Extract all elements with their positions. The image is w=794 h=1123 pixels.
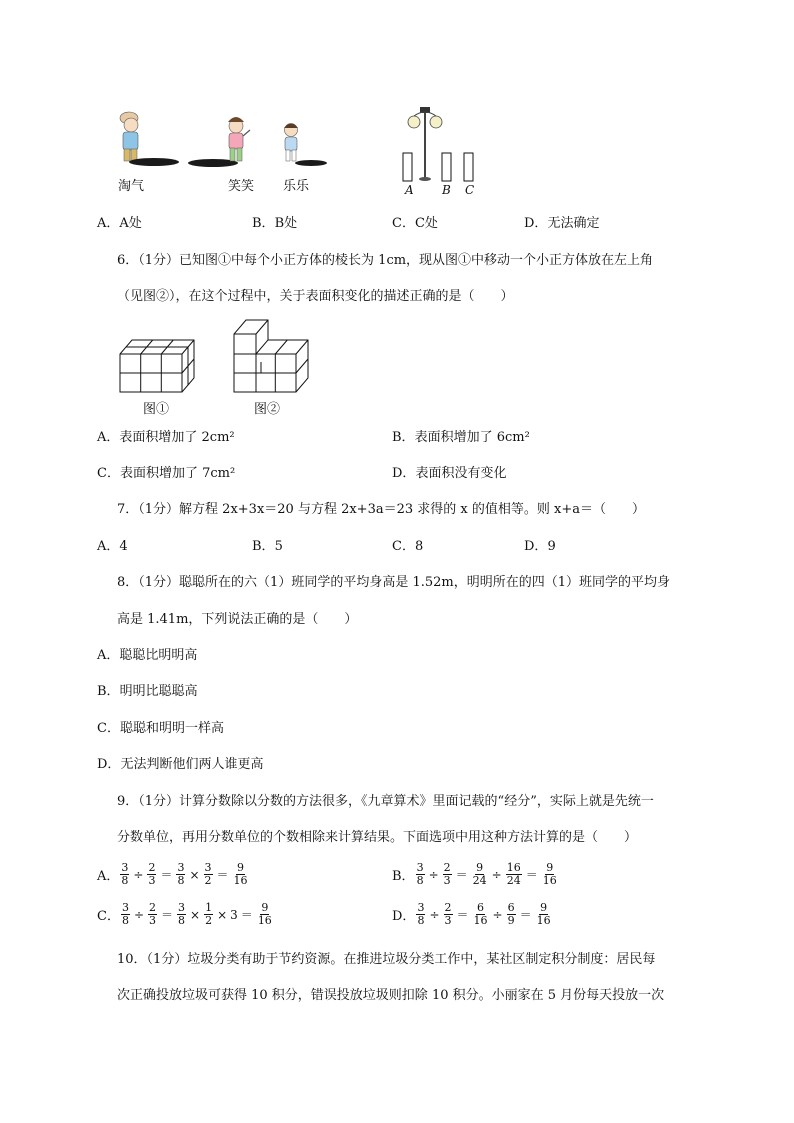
q7-option-d[interactable]: D．9	[524, 539, 556, 554]
kid-taoqi-illustration	[120, 112, 179, 166]
fraction: $\frac{9}{24}$	[472, 861, 487, 887]
q7-option-c[interactable]: C．8	[392, 539, 424, 554]
q10-stem-line2: 次正确投放垃圾可获得 10 积分，错误投放垃圾则扣除 10 积分。小丽家在 5 月份每天投放一次	[117, 988, 665, 1003]
fraction: $\frac{3}{8}$	[177, 861, 185, 887]
fraction: $\frac{16}{24}$	[506, 861, 521, 887]
q5-option-b[interactable]: B．B处	[252, 216, 298, 231]
kid-label-taoqi: 淘气	[118, 179, 145, 194]
q9-stem-line1: 9．（1分）计算分数除以分数的方法很多，《九章算术》里面记载的“经分”，实际上就是先统一	[117, 794, 654, 809]
fraction: $\frac{3}{8}$	[416, 861, 424, 887]
q5-option-d[interactable]: D．无法确定	[524, 216, 600, 231]
fraction: $\frac{3}{8}$	[417, 901, 425, 927]
figure-1-caption: 图①	[143, 402, 170, 417]
fraction: $\frac{2}{3}$	[443, 861, 451, 887]
fraction: $\frac{9}{16}$	[233, 861, 248, 887]
q8-option-c[interactable]: C．聪聪和明明一样高	[97, 721, 224, 736]
q6-option-c[interactable]: C．表面积增加了 7cm²	[97, 466, 236, 481]
q9-option-b[interactable]: B． $\frac{3}{8}$ ÷ $\frac{2}{3}$ ＝ $\frac{9}{24}$ ÷ $\frac{16}{24}$ ＝ $\frac{9}{16}$	[392, 861, 557, 887]
q6-option-a[interactable]: A．表面积增加了 2cm²	[97, 430, 235, 445]
fraction: $\frac{3}{8}$	[121, 861, 129, 887]
q9-option-d[interactable]: D． $\frac{3}{8}$ ÷ $\frac{2}{3}$ ＝ $\frac{6}{16}$ ÷ $\frac{6}{9}$ ＝ $\frac{9}{16}$	[392, 901, 551, 927]
fraction: $\frac{6}{9}$	[507, 901, 515, 927]
q8-stem-line1: 8．（1分）聪聪所在的六（1）班同学的平均身高是 1.52m，明明所在的四（1）班同学的平均身	[117, 575, 670, 590]
q5-option-c[interactable]: C．C处	[392, 216, 438, 231]
street-lamp-icon	[408, 107, 442, 181]
position-a-rect	[403, 153, 412, 181]
q8-option-b[interactable]: B．明明比聪聪高	[97, 684, 198, 699]
kid-label-xiaoxiao: 笑笑	[228, 179, 255, 194]
q8-stem-line2: 高是 1.41m，下列说法正确的是（ ）	[117, 612, 358, 627]
q6-stem-line1: 6．（1分）已知图①中每个小正方体的棱长为 1cm，现从图①中移动一个小正方体放在左上角	[117, 253, 654, 268]
q8-option-d[interactable]: D．无法判断他们两人谁更高	[97, 757, 264, 772]
street-lamp-figure	[398, 106, 478, 182]
q9-option-a[interactable]: A． $\frac{3}{8}$ ÷ $\frac{2}{3}$ ＝ $\frac{3}{8}$ × $\frac{3}{2}$ ＝ $\frac{9}{16}$	[97, 861, 248, 887]
cube-figure-2	[232, 318, 312, 394]
kid-xiaoxiao-illustration	[188, 117, 250, 167]
fraction: $\frac{2}{3}$	[149, 901, 157, 927]
position-label-b: B	[442, 183, 451, 197]
figure-2-caption: 图②	[254, 402, 281, 417]
q7-option-b[interactable]: B．5	[252, 539, 283, 554]
q9-option-c[interactable]: C． $\frac{3}{8}$ ÷ $\frac{2}{3}$ ＝ $\frac{3}{8}$ × $\frac{1}{2}$ × 3 ＝ $\frac{9}{16}$	[97, 901, 272, 927]
fraction: $\frac{9}{16}$	[542, 861, 557, 887]
position-label-a: A	[405, 183, 414, 197]
fraction: $\frac{9}{16}$	[536, 901, 551, 927]
fraction: $\frac{3}{8}$	[121, 901, 129, 927]
fraction: $\frac{2}{3}$	[444, 901, 452, 927]
q6-option-b[interactable]: B．表面积增加了 6cm²	[392, 430, 530, 445]
position-c-rect	[464, 153, 473, 181]
q10-stem-line1: 10．（1分）垃圾分类有助于节约资源。在推进垃圾分类工作中，某社区制定积分制度：居民每	[117, 952, 656, 967]
fraction: $\frac{9}{16}$	[257, 901, 272, 927]
kid-lele-illustration	[284, 124, 327, 167]
fraction: $\frac{3}{2}$	[204, 861, 212, 887]
cube-figure-1	[118, 336, 198, 394]
position-label-c: C	[465, 183, 475, 197]
fraction: $\frac{2}{3}$	[148, 861, 156, 887]
q6-stem-line2: （见图②），在这个过程中，关于表面积变化的描述正确的是（ ）	[117, 289, 514, 304]
kid-label-lele: 乐乐	[283, 179, 310, 194]
q7-option-a[interactable]: A．4	[97, 539, 128, 554]
q7-stem-line1: 7．（1分）解方程 2x+3x＝20 与方程 2x+3a＝23 求得的 x 的值相等。则 x+a＝（ ）	[117, 502, 645, 517]
fraction: $\frac{1}{2}$	[205, 901, 213, 927]
fraction: $\frac{6}{16}$	[473, 901, 488, 927]
q6-option-d[interactable]: D．表面积没有变化	[392, 466, 507, 481]
fraction: $\frac{3}{8}$	[178, 901, 186, 927]
position-b-rect	[442, 153, 451, 181]
q5-option-a[interactable]: A．A处	[97, 216, 142, 231]
q9-stem-line2: 分数单位，再用分数单位的个数相除来计算结果。下面选项中用这种方法计算的是（ ）	[117, 830, 638, 845]
q8-option-a[interactable]: A．聪聪比明明高	[97, 648, 198, 663]
